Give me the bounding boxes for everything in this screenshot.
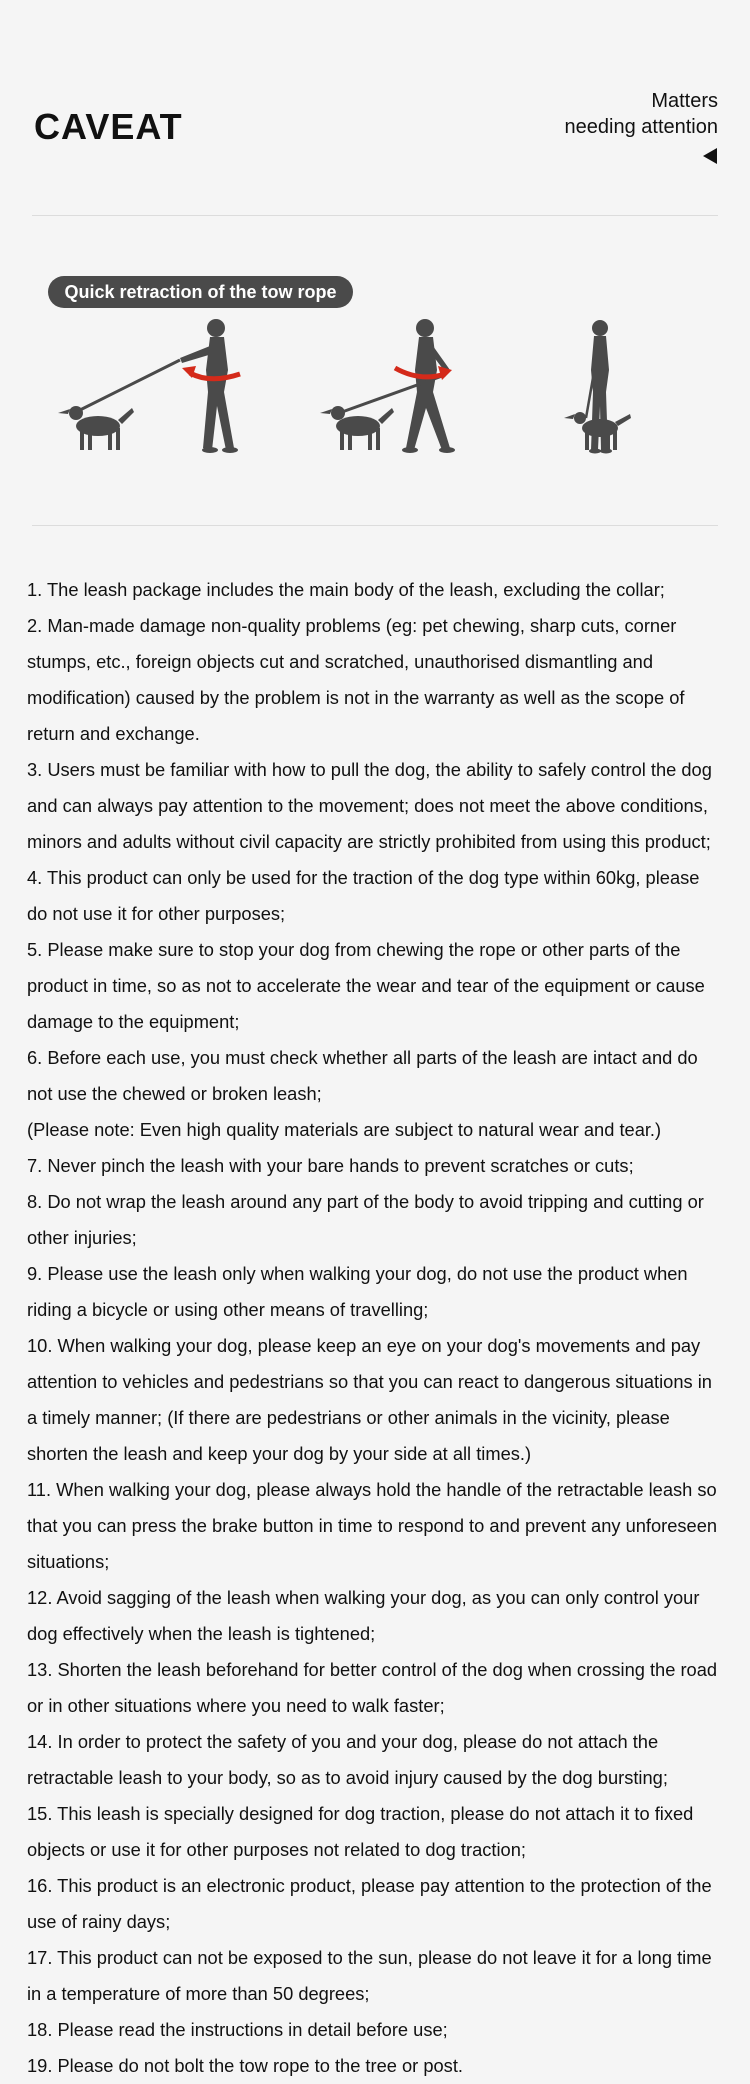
instruction-item: 7. Never pinch the leash with your bare hands to prevent scratches or cuts; bbox=[27, 1155, 634, 1176]
instruction-item: 19. Please do not bolt the tow rope to the tree or post. bbox=[27, 2055, 463, 2076]
dog-figure-1 bbox=[58, 406, 134, 450]
instruction-item: 8. Do not wrap the leash around any part of the body to avoid tripping and cutting or other injuries; bbox=[27, 1191, 704, 1248]
instruction-item: 14. In order to protect the safety of you and your dog, please do not attach the retractable leash to your body, so as to avoid injury caused by the dog bursting; bbox=[27, 1731, 668, 1788]
page-title: CAVEAT bbox=[34, 106, 183, 147]
instruction-item: 3. Users must be familiar with how to pull the dog, the ability to safely control the dog and can always pay attention to the movement; does not meet the above conditions, minors and adults without civil capacity are strictly prohibited from using this product; bbox=[27, 759, 712, 852]
instruction-item: 2. Man-made damage non-quality problems (eg: pet chewing, sharp cuts, corner stumps, etc., foreign objects cut and scratched, unauthorised dismantling and modification) caused by the problem is not in the warranty as well as the scope of return and exchange. bbox=[27, 615, 685, 744]
retraction-banner-label: Quick retraction of the tow rope bbox=[48, 276, 353, 308]
instruction-note: (Please note: Even high quality materials are subject to natural wear and tear.) bbox=[27, 1119, 662, 1140]
leash-line-1 bbox=[80, 360, 180, 410]
instruction-item: 12. Avoid sagging of the leash when walking your dog, as you can only control your dog effectively when the leash is tightened; bbox=[27, 1587, 700, 1644]
instruction-item: 9. Please use the leash only when walking your dog, do not use the product when riding a bicycle or using other means of travelling; bbox=[27, 1263, 688, 1320]
top-divider bbox=[32, 215, 718, 216]
instruction-item: 5. Please make sure to stop your dog from chewing the rope or other parts of the product in time, so as not to accelerate the wear and tear of the equipment or cause damage to the equipment; bbox=[27, 939, 705, 1032]
leash-retraction-illustration bbox=[40, 310, 680, 460]
instruction-item: 10. When walking your dog, please keep an eye on your dog's movements and pay attention to vehicles and pedestrians so that you can react to dangerous situations in a timely manner; (If there are pedestrians or other animals in the vicinity, please shorten the leash and keep your dog by your side at all times.) bbox=[27, 1335, 712, 1464]
instruction-item: 18. Please read the instructions in detail before use; bbox=[27, 2019, 448, 2040]
instruction-item: 15. This leash is specially designed for dog traction, please do not attach it to fixed objects or use it for other purposes not related to dog traction; bbox=[27, 1803, 694, 1860]
instruction-list bbox=[27, 572, 722, 2084]
instruction-item: 13. Shorten the leash beforehand for better control of the dog when crossing the road or in other situations where you need to walk faster; bbox=[27, 1659, 718, 1716]
header-subtitle-line1: Matters bbox=[651, 90, 718, 112]
scene-long-leash bbox=[58, 319, 240, 453]
header-subtitle-line2: needing attention bbox=[564, 116, 718, 138]
instruction-item: 4. This product can only be used for the traction of the dog type within 60kg, please do not use it for other purposes; bbox=[27, 867, 700, 924]
scene-dog-at-side bbox=[564, 320, 631, 454]
instruction-item: 11. When walking your dog, please always hold the handle of the retractable leash so that you can press the brake button in time to respond to and prevent any unforeseen situations; bbox=[27, 1479, 718, 1572]
instruction-item: 1. The leash package includes the main body of the leash, excluding the collar; bbox=[27, 579, 665, 600]
middle-divider bbox=[32, 525, 718, 526]
scene-retracting-leash bbox=[320, 319, 455, 453]
instruction-item: 17. This product can not be exposed to the sun, please do not leave it for a long time in a temperature of more than 50 degrees; bbox=[27, 1947, 712, 2004]
header-subtitle bbox=[565, 88, 718, 140]
triangle-left-icon bbox=[703, 148, 717, 164]
instruction-item: 16. This product is an electronic product, please pay attention to the protection of the use of rainy days; bbox=[27, 1875, 712, 1932]
walker-figure-1 bbox=[180, 319, 238, 453]
instruction-item: 6. Before each use, you must check whether all parts of the leash are intact and do not use the chewed or broken leash; bbox=[27, 1047, 698, 1104]
dog-figure-2 bbox=[320, 406, 394, 450]
